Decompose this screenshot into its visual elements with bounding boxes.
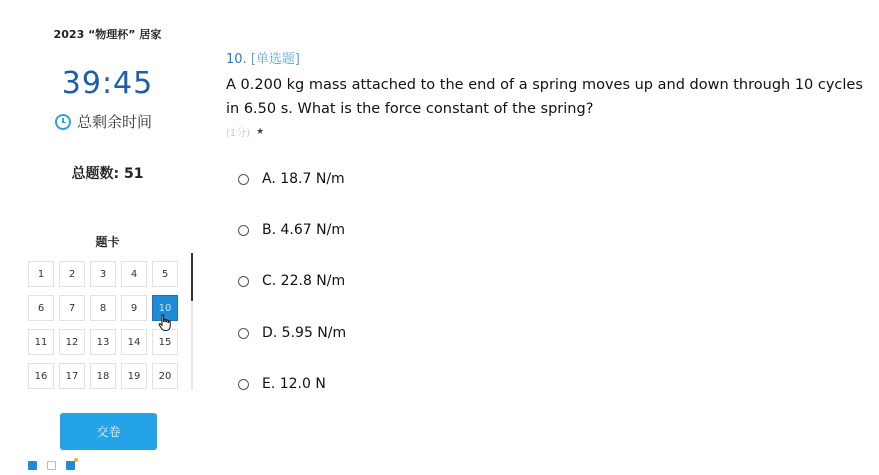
question-cell[interactable]: 20 [152, 363, 178, 389]
option-e[interactable] [238, 376, 326, 392]
option-d[interactable] [238, 325, 346, 341]
question-type: [单选题] [250, 52, 300, 67]
answer-card-title: 题卡 [95, 235, 120, 249]
question-cell[interactable]: 13 [90, 329, 116, 355]
question-cell[interactable]: 19 [121, 363, 147, 389]
radio-icon[interactable] [238, 276, 249, 287]
radio-icon[interactable] [238, 379, 249, 390]
countdown-timer: 39:45 [61, 66, 154, 101]
timer-label-row [55, 111, 152, 132]
question-cell[interactable]: 18 [90, 363, 116, 389]
option-label: A. 18.7 N/m [262, 171, 345, 187]
question-cell[interactable]: 15 [152, 329, 178, 355]
unanswered-swatch-icon [47, 461, 56, 470]
timer-label: 总剩余时间 [77, 113, 153, 131]
question-cell[interactable]: 1 [28, 261, 54, 287]
question-number: 10. [226, 52, 247, 67]
scrollbar-thumb[interactable] [191, 253, 193, 301]
question-cell[interactable]: 6 [28, 295, 54, 321]
question-cell[interactable]: 3 [90, 261, 116, 287]
question-cell[interactable]: 9 [121, 295, 147, 321]
radio-icon[interactable] [238, 328, 249, 339]
question-grid-scrollbar[interactable] [191, 253, 193, 390]
option-a[interactable] [238, 171, 345, 187]
question-cell[interactable]: 16 [28, 363, 54, 389]
option-b[interactable] [238, 222, 345, 238]
radio-icon[interactable] [238, 174, 249, 185]
option-label: E. 12.0 N [262, 376, 326, 392]
question-cell[interactable]: 2 [59, 261, 85, 287]
question-score: (1分) [226, 128, 251, 139]
submit-exam-button[interactable]: 交卷 [60, 413, 157, 450]
question-cell[interactable]: 14 [121, 329, 147, 355]
legend-unanswered [47, 461, 56, 470]
question-cell[interactable]: 7 [59, 295, 85, 321]
sidebar [0, 0, 200, 475]
clock-icon [55, 114, 71, 130]
total-questions: 总题数: 51 [71, 166, 144, 182]
option-label: C. 22.8 N/m [262, 273, 346, 289]
question-text: A 0.200 kg mass attached to the end of a spring moves up and down through 10 cycles in 6.50 s. What is the force constant of the spring? [226, 77, 863, 117]
question-meta [226, 124, 264, 139]
legend-marked [66, 461, 75, 470]
question-cell[interactable]: 11 [28, 329, 54, 355]
answered-swatch-icon [28, 461, 37, 470]
radio-icon[interactable] [238, 225, 249, 236]
option-label: D. 5.95 N/m [262, 325, 347, 341]
option-c[interactable] [238, 273, 345, 289]
question-cell[interactable]: 5 [152, 261, 178, 287]
option-label: B. 4.67 N/m [262, 222, 345, 238]
legend-answered [28, 461, 37, 470]
question-cell-current[interactable]: 10 [152, 295, 178, 321]
question-header [226, 48, 300, 67]
question-cell[interactable]: 17 [59, 363, 85, 389]
question-cell[interactable]: 4 [121, 261, 147, 287]
star-icon[interactable]: ★ [256, 126, 265, 137]
question-cell[interactable]: 8 [90, 295, 116, 321]
status-legend [28, 461, 75, 470]
question-cell[interactable]: 12 [59, 329, 85, 355]
marked-swatch-icon [66, 461, 75, 470]
hand-cursor-icon [158, 314, 172, 332]
exam-title: 2023 “物理杯” 居家 [53, 28, 162, 41]
